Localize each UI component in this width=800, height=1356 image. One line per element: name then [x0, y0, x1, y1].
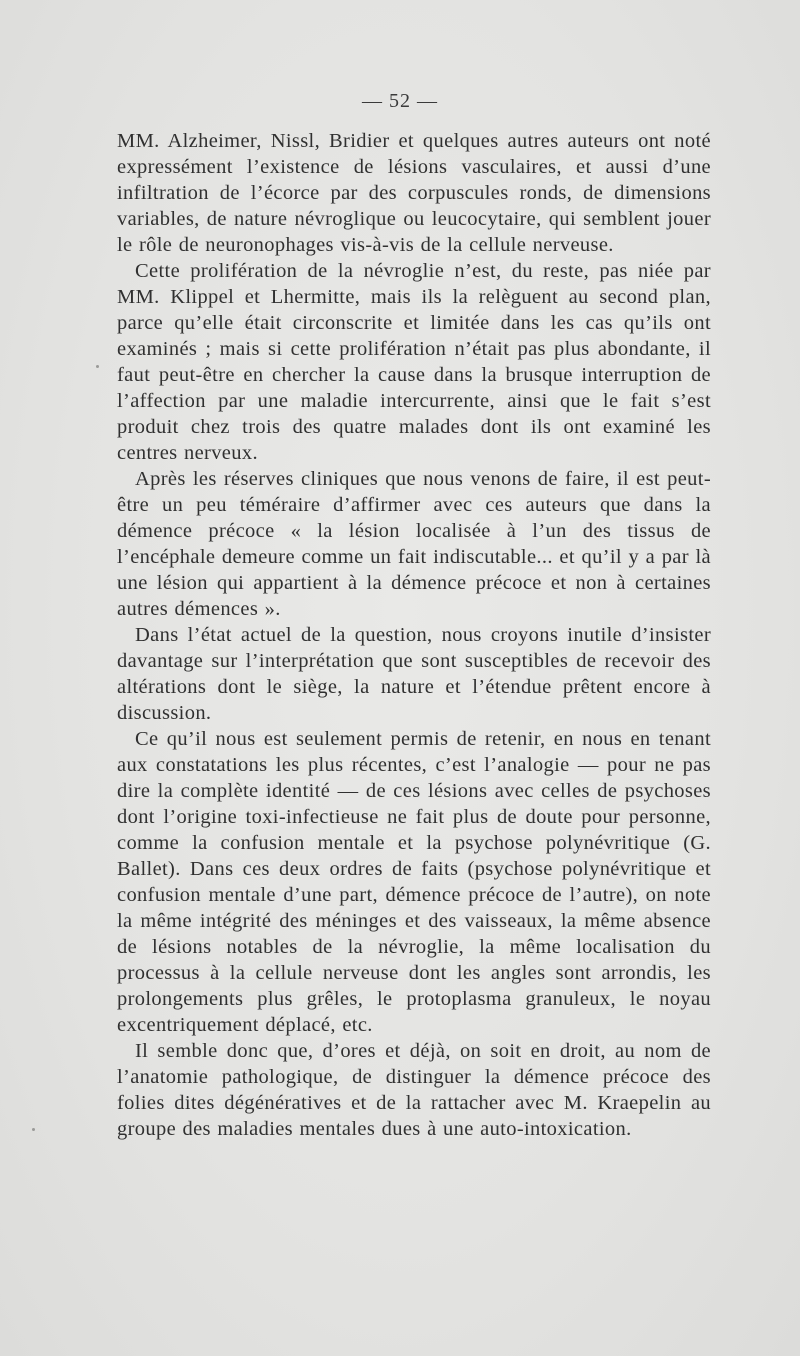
- paragraph-4: Dans l’état actuel de la question, nous croyons inutile d’insister davantage sur l’interprétation que sont susceptibles de recevoir des altérations dont le siège, la nature et l’étendue prêtent encore à discussion.: [117, 624, 711, 724]
- paragraph-3: Après les réserves cliniques que nous venons de faire, il est peut-être un peu téméraire d’affirmer avec ces auteurs que dans la démence précoce « la lésion localisée à l’un des tissus de l’encéphale demeure comme un fait indiscutable... et qu’il y a par là une lésion qui appartient à la démence précoce et non à certaines autres démences ».: [117, 468, 711, 620]
- paragraph-6: Il semble donc que, d’ores et déjà, on soit en droit, au nom de l’anatomie pathologique, de distinguer la démence précoce des folies dites dégénératives et de la rattacher avec M. Kraepelin au groupe des maladies mentales dues à une auto-intoxication.: [117, 1040, 711, 1140]
- scan-speck: [32, 1128, 35, 1131]
- paragraph-1: MM. Alzheimer, Nissl, Bridier et quelques autres auteurs ont noté expressément l’existence de lésions vasculaires, et aussi d’une infiltration de l’écorce par des corpuscules ronds, de dimensions variables, de nature névroglique ou leucocytaire, qui semblent jouer le rôle de neuronophages vis-à-vis de la cellule nerveuse.: [117, 130, 711, 256]
- paragraph-5: Ce qu’il nous est seulement permis de retenir, en nous en tenant aux constatations les plus récentes, c’est l’analogie — pour ne pas dire la complète identité — de ces lésions avec celles de psychoses dont l’origine toxi-infectieuse ne fait plus de doute pour personne, comme la confusion mentale et la psychose polynévritique (G. Ballet). Dans ces deux ordres de faits (psychose polynévritique et confusion mentale d’une part, démence précoce de l’autre), on note la même intégrité des méninges et des vaisseaux, la même absence de lésions notables de la névroglie, la même localisation du processus à la cellule nerveuse dont les angles sont arrondis, les prolongements plus grêles, le protoplasma granuleux, le noyau excentriquement déplacé, etc.: [117, 728, 711, 1036]
- scan-speck: [96, 365, 99, 368]
- page-number: — 52 —: [362, 90, 438, 112]
- paragraph-2: Cette prolifération de la névroglie n’est, du reste, pas niée par MM. Klippel et Lhermitte, mais ils la relèguent au second plan, parce qu’elle était circonscrite et limitée dans les cas qu’ils ont examinés ; mais si cette prolifération n’était pas plus abondante, il faut peut-être en chercher la cause dans la brusque interruption de l’affection par une maladie intercurrente, ainsi que le fait s’est produit chez trois des quatre malades dont ils ont examiné les centres nerveux.: [117, 260, 711, 464]
- body-text: [117, 128, 711, 1142]
